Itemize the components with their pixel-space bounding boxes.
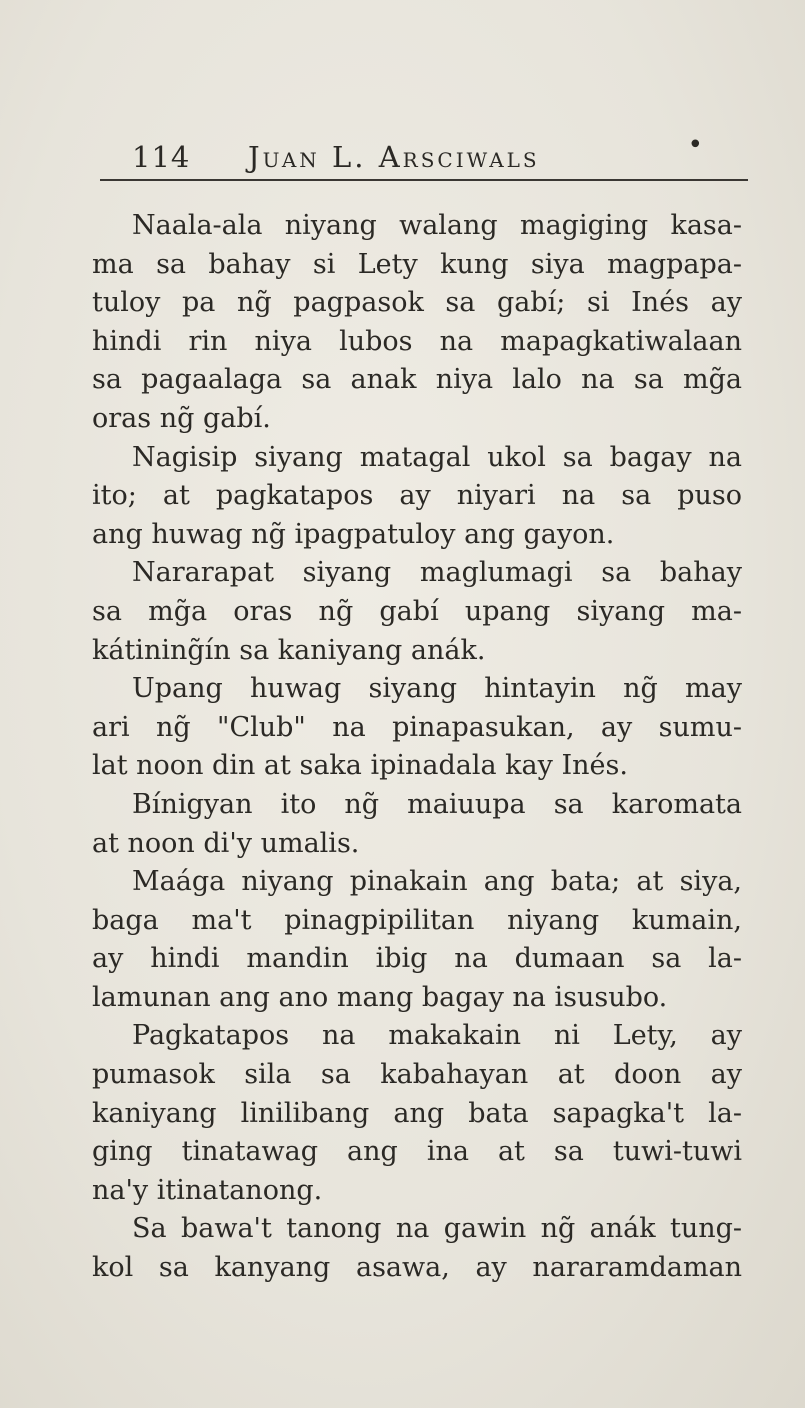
text-line: hindi rin niya lubos na mapagkatiwalaan [92, 325, 742, 357]
page-number: 114 [132, 140, 191, 174]
text-line: Sa bawa't tanong na gawin ng̃ anák tung- [132, 1213, 742, 1245]
paragraph [92, 786, 742, 863]
text-line: ang huwag ng̃ ipagpatuloy ang gayon. [92, 518, 615, 550]
paragraph [92, 670, 742, 786]
text-line: kol sa kanyang asawa, ay nararamdaman [92, 1252, 742, 1284]
text-line: kaniyang linilibang ang bata sapagka't la- [92, 1097, 742, 1129]
text-line: ging tinatawag ang ina at sa tuwi-tuwi [92, 1136, 742, 1168]
text-line: ay hindi mandin ibig na dumaan sa la- [92, 943, 742, 975]
text-line: kátining̃ín sa kaniyang anák. [92, 634, 486, 666]
text-line: sa mg̃a oras ng̃ gabí upang siyang ma- [92, 595, 742, 627]
paragraph [92, 554, 742, 670]
text-line: ari ng̃ "Club" na pinapasukan, ay sumu- [92, 711, 742, 743]
text-line: pumasok sila sa kabahayan at doon ay [92, 1059, 742, 1091]
text-line: lat noon din at saka ipinadala kay Inés. [92, 750, 628, 782]
header-mark: • [687, 130, 703, 160]
text-line: at noon di'y umalis. [92, 827, 360, 859]
running-title: Juan L. Arsciwals [248, 140, 540, 174]
text-line: Pagkatapos na makakain ni Lety, ay [132, 1020, 742, 1052]
text-line: baga ma't pinagpipilitan niyang kumain, [92, 904, 742, 936]
text-line: na'y itinatanong. [92, 1174, 323, 1206]
header-rule [100, 179, 748, 181]
text-line: tuloy pa ng̃ pagpasok sa gabí; si Inés ay [92, 287, 742, 319]
text-line: oras ng̃ gabí. [92, 402, 271, 434]
body-text [92, 207, 742, 1288]
text-line: Bínigyan ito ng̃ maiuupa sa karomata [132, 788, 742, 820]
text-line: Maága niyang pinakain ang bata; at siya, [132, 866, 742, 898]
paragraph [92, 439, 742, 555]
paragraph [92, 207, 742, 439]
running-head [100, 130, 745, 180]
paragraph [92, 1017, 742, 1210]
text-line: Nararapat siyang maglumagi sa bahay [132, 557, 742, 589]
text-line: Nagisip siyang matagal ukol sa bagay na [132, 441, 742, 473]
text-line: Naala-ala niyang walang magiging kasa- [132, 210, 742, 241]
paragraph [92, 1210, 742, 1287]
text-line: ito; at pagkatapos ay niyari na sa puso [92, 480, 742, 512]
text-line: ma sa bahay si Lety kung siya magpapa- [92, 248, 742, 280]
text-line: Upang huwag siyang hintayin ng̃ may [132, 673, 742, 705]
paragraph [92, 863, 742, 1017]
text-line: lamunan ang ano mang bagay na isusubo. [92, 981, 668, 1013]
text-line: sa pagaalaga sa anak niya lalo na sa mg̃a [92, 364, 742, 396]
